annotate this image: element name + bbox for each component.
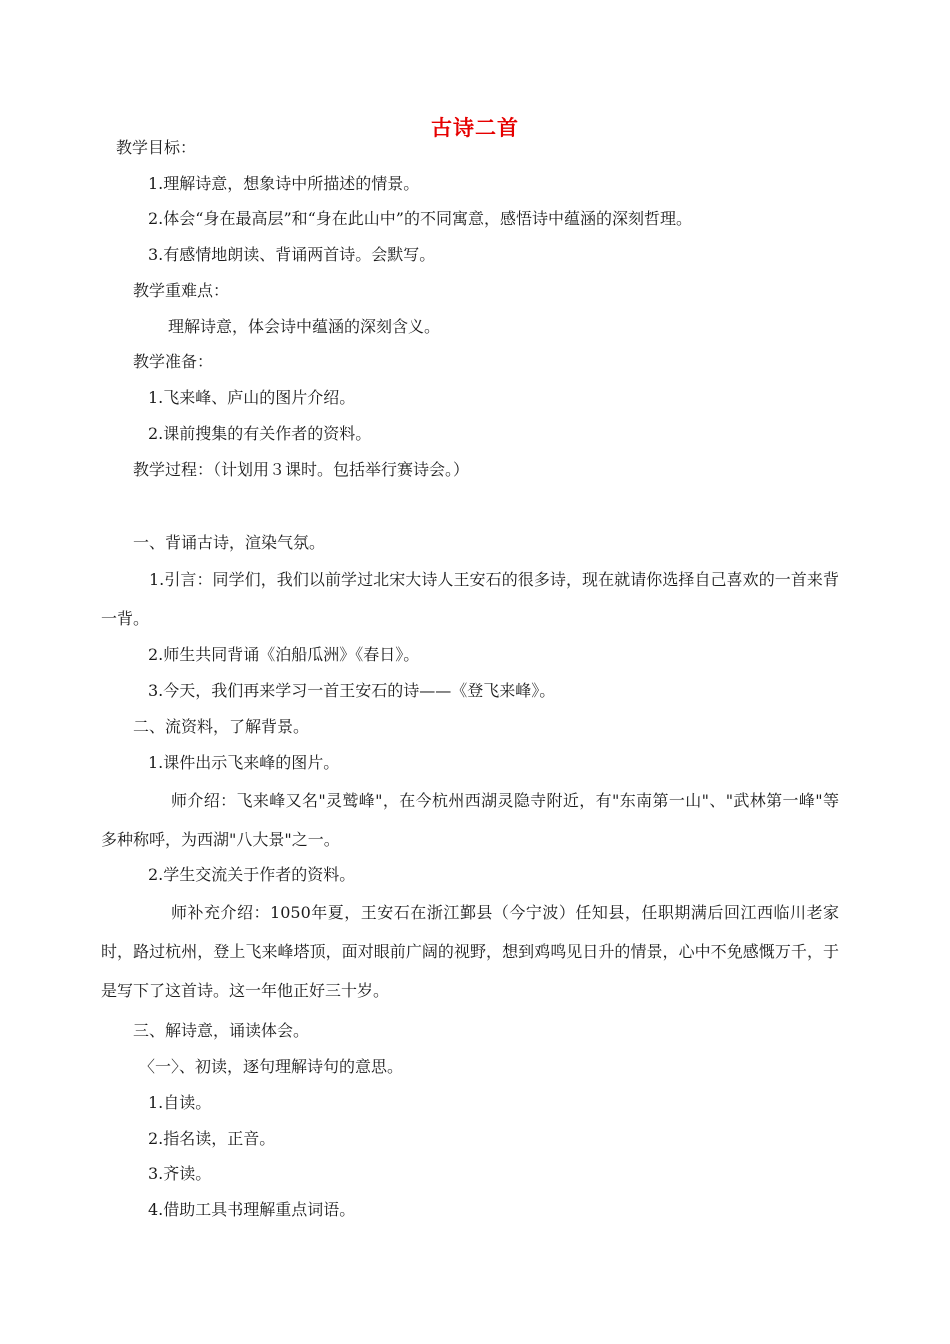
- subsection-heading: 〈一〉、初读，逐句理解诗句的意思。: [139, 1057, 404, 1076]
- prep-item: 2.课前搜集的有关作者的资料。: [148, 424, 372, 443]
- key-points-text: 理解诗意，体会诗中蕴涵的深刻含义。: [168, 317, 441, 336]
- teacher-supplement-paragraph: 师补充介绍：1050年夏，王安石在浙江鄞县（今宁波）任知县，任职期满后回江西临川老家时，路过杭州，登上飞来峰塔顶，面对眼前广阔的视野，想到鸡鸣见日升的情景，心中不免感慨万千，于是写下了这首诗。这一年他正好三十岁。: [101, 903, 839, 1000]
- section-heading: 二、流资料，了解背景。: [133, 717, 310, 736]
- teacher-intro-paragraph: 师介绍：飞来峰又名"灵鹫峰"，在今杭州西湖灵隐寺附近，有"东南第一山"、"武林第一峰"等多种称呼，为西湖"八大景"之一。: [101, 791, 839, 849]
- document-title: 古诗二首: [431, 116, 519, 140]
- section-heading: 一、背诵古诗，渲染气氛。: [133, 533, 326, 552]
- goal-item: 2.体会“身在最高层”和“身在此山中”的不同寓意，感悟诗中蕴涵的深刻哲理。: [148, 209, 692, 228]
- prep-item: 1.飞来峰、庐山的图片介绍。: [148, 388, 356, 407]
- step-item: 4.借助工具书理解重点词语。: [148, 1200, 356, 1219]
- step-item: 3.齐读。: [148, 1164, 212, 1183]
- section2-item: 1.课件出示飞来峰的图片。: [148, 753, 340, 772]
- section-heading: 三、解诗意，诵读体会。: [133, 1021, 310, 1040]
- step-item: 2.指名读，正音。: [148, 1129, 276, 1148]
- section1-item: 1.引言：同学们，我们以前学过北宋大诗人王安石的很多诗，现在就请你选择自己喜欢的一首来背一背。: [101, 570, 839, 628]
- goal-item: 1.理解诗意，想象诗中所描述的情景。: [148, 174, 420, 193]
- goals-heading: 教学目标：: [116, 138, 197, 157]
- section1-item: 3.今天，我们再来学习一首王安石的诗——《登飞来峰》。: [148, 681, 556, 700]
- goal-item: 3.有感情地朗读、背诵两首诗。会默写。: [148, 245, 436, 264]
- section1-item: 2.师生共同背诵《泊船瓜洲》《春日》。: [148, 645, 420, 664]
- prep-heading: 教学准备：: [133, 352, 214, 371]
- key-points-heading: 教学重难点：: [133, 281, 230, 300]
- step-item: 1.自读。: [148, 1093, 212, 1112]
- process-heading: 教学过程：（计划用３课时。包括举行赛诗会。）: [133, 460, 470, 479]
- section2-item: 2.学生交流关于作者的资料。: [148, 865, 356, 884]
